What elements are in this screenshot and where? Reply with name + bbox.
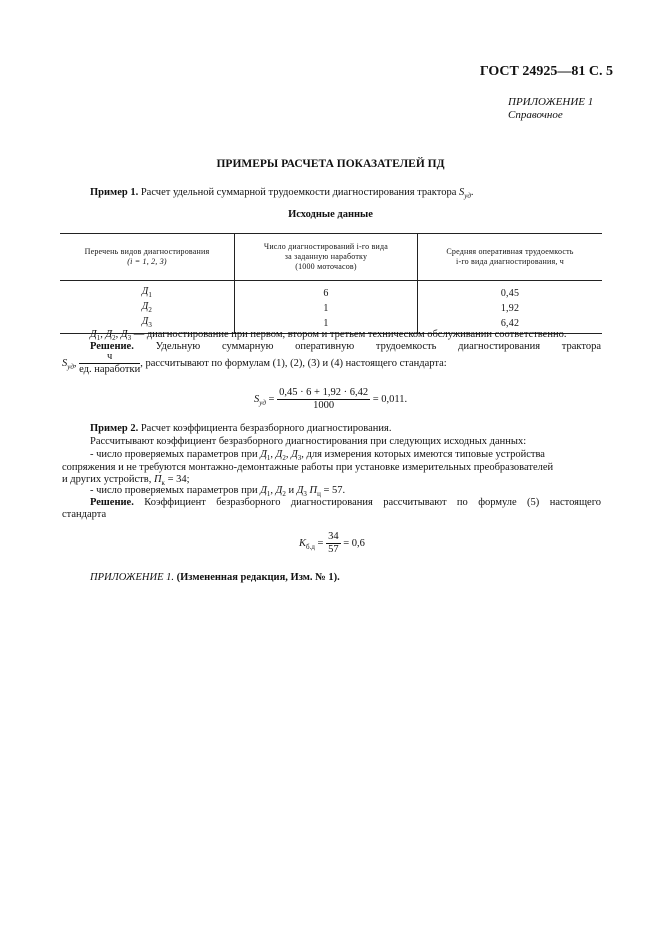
d3: Д	[120, 329, 128, 340]
symbol-s-sub: уд	[464, 192, 471, 201]
col-header-count	[235, 234, 418, 281]
formula-2-denominator: 57	[328, 544, 339, 555]
sep1: ,	[100, 329, 106, 340]
source-data-heading: Исходные данные	[288, 209, 373, 220]
row-name-sub: 2	[148, 306, 153, 314]
unit-fraction	[79, 351, 140, 376]
bullet-2-b: = 57.	[323, 485, 346, 496]
solution-1-text2: , рассчитывают по формулам (1), (2), (3) и (4) настоящего стандарта:	[140, 357, 447, 369]
solution-2-line2: стандарта	[62, 509, 107, 520]
unit-denominator: ед. наработки	[79, 364, 141, 375]
example-2-line2: Рассчитывают коэффициент безразборного диагностирования при следующих исходных данных:	[90, 436, 527, 447]
bullet-1-line3b: = 34;	[167, 474, 190, 485]
b2-d1: Д	[260, 485, 267, 496]
d2-sub: 2	[112, 334, 116, 343]
b2-and: и	[288, 485, 295, 496]
appendix-type: Справочное	[508, 109, 563, 121]
d1: Д	[90, 329, 97, 340]
b1-d2-sub: 2	[282, 454, 286, 463]
b1-d1: Д	[260, 449, 267, 460]
example-2-heading: Пример 2.	[90, 423, 139, 434]
formula-2-lhs: K	[299, 537, 307, 549]
bullet-2-a: - число проверяемых параметров при	[90, 485, 258, 496]
sud-comma: ,	[73, 357, 77, 369]
b2-d2-sub: 2	[282, 490, 286, 499]
formula-1-lhs-sub: уд	[259, 399, 266, 407]
b1-d3: Д	[291, 449, 298, 460]
col3-line2: i-го вида диагностирования, ч	[456, 257, 564, 266]
row-name-d: Д	[141, 316, 149, 327]
col2-line2: за заданную наработку	[284, 252, 368, 261]
row-name-d: Д	[141, 286, 149, 297]
col-header-labor	[418, 234, 603, 281]
d3-sub: 3	[127, 334, 132, 343]
symbol-s: S	[459, 187, 465, 198]
row-name-d: Д	[141, 301, 149, 312]
b2-d3: Д	[296, 485, 304, 496]
row-name-sub: 1	[148, 291, 153, 299]
example-2-line	[90, 422, 610, 435]
bullet-1-b: , для измерения которых имеются типовые устройства	[301, 449, 545, 460]
amendment-text: (Измененная редакция, Изм. № 1).	[176, 572, 340, 583]
table-row	[60, 281, 602, 302]
sud-sub: уд	[67, 363, 74, 371]
row-name-sub: 3	[148, 321, 153, 329]
example-1-end: .	[470, 187, 474, 198]
b1-comma2: ,	[285, 449, 289, 460]
formula-1-denominator: 1000	[313, 400, 335, 411]
col-header-types	[60, 234, 235, 281]
pk-sub: к	[161, 479, 165, 488]
sud-symbol: S	[62, 357, 68, 369]
col3-line1: Средняя оперативная трудоемкость	[446, 247, 574, 256]
formula-2-numerator: 34	[328, 531, 339, 542]
col2-line3: (1000 моточасов)	[295, 262, 357, 271]
solution-1-text: Удельную суммарную оперативную трудоемкость диагностирования трактора	[155, 341, 602, 352]
bullet-1-a: - число проверяемых параметров при	[90, 449, 258, 460]
solution-1-label: Решение.	[90, 341, 134, 352]
table-header-row	[60, 234, 602, 281]
col1-line2: (i = 1, 2, 3)	[127, 257, 167, 266]
row-name	[60, 301, 235, 316]
bullet-1-line3a: и других устройств,	[62, 474, 152, 485]
formula-2-eq: =	[317, 537, 324, 549]
row-labor: 1,92	[418, 301, 603, 316]
bullet-1-line2: сопряжения и не требуются монтажно-демонтажные работы при установке измерительных преобразователей	[62, 462, 554, 473]
amendment-label: ПРИЛОЖЕНИЕ 1.	[90, 572, 174, 583]
solution-2-label: Решение.	[90, 497, 134, 508]
b2-comma: ,	[270, 485, 274, 496]
b1-comma1: ,	[270, 449, 274, 460]
formula-2-lhs-sub: б.д	[306, 543, 315, 551]
example-1-line	[90, 186, 474, 203]
sep2: ,	[115, 329, 121, 340]
appendix-number: ПРИЛОЖЕНИЕ 1	[508, 96, 594, 108]
col2-line1: Число диагностирований i-го вида	[263, 242, 389, 251]
example-1-text: Расчет удельной суммарной трудоемкости диагностирования трактора	[140, 187, 457, 198]
d2: Д	[105, 329, 113, 340]
example-2-text: Расчет коэффициента безразборного диагностирования.	[140, 423, 392, 434]
formula-1	[254, 387, 407, 412]
formula-1-result: = 0,011.	[372, 393, 408, 405]
formula-2-result: = 0,6	[343, 537, 365, 549]
formula-2	[299, 531, 365, 556]
row-name	[60, 281, 235, 302]
example-1-heading: Пример 1.	[90, 187, 139, 198]
row-count: 1	[235, 316, 418, 334]
pc-sub: ц	[317, 490, 321, 499]
b1-d3-sub: 3	[297, 454, 302, 463]
row-labor: 0,45	[418, 281, 603, 302]
solution-2-line	[90, 496, 601, 509]
b1-d2: Д	[275, 449, 283, 460]
b2-d1-sub: 1	[266, 490, 271, 499]
solution-2-text: Коэффициент безразборного диагностирования рассчитывают по формуле (5) настоящего	[144, 497, 602, 508]
row-count: 6	[235, 281, 418, 302]
b1-d1-sub: 1	[266, 454, 271, 463]
unit-numerator: ч	[79, 351, 140, 364]
solution-1-line2	[62, 351, 447, 376]
d1-sub: 1	[96, 334, 101, 343]
formula-1-numerator: 0,45 · 6 + 1,92 · 6,42	[279, 387, 369, 398]
formula-1-lhs: S	[254, 393, 260, 405]
amendment-note	[90, 571, 340, 584]
source-data-table	[60, 233, 602, 334]
page-header: ГОСТ 24925—81 С. 5	[479, 64, 613, 79]
row-labor: 6,42	[418, 316, 603, 334]
formula-1-eq: =	[268, 393, 275, 405]
row-count: 1	[235, 301, 418, 316]
page-title: ПРИМЕРЫ РАСЧЕТА ПОКАЗАТЕЛЕЙ ПД	[216, 158, 445, 170]
table-row	[60, 301, 602, 316]
formula-2-fraction	[326, 531, 341, 556]
b2-d2: Д	[275, 485, 283, 496]
b2-d3-sub: 3	[303, 490, 307, 499]
pk-symbol: П	[153, 474, 162, 485]
formula-1-fraction	[277, 387, 370, 412]
pc-symbol: П	[309, 485, 318, 496]
note-text: — диагностирование при первом, втором и третьем техническом обслуживании соответственно.	[131, 329, 567, 340]
col1-line1: Перечень видов диагностирования	[84, 247, 210, 256]
appendix-label	[508, 96, 593, 122]
